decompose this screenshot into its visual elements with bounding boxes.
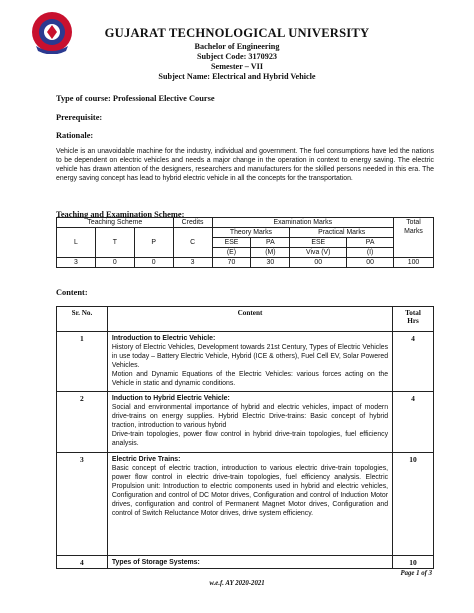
type-of-course: Type of course: Professional Elective Course [56, 94, 215, 103]
table-row [57, 392, 434, 453]
unit-title: Electric Drive Trains: [111, 456, 181, 463]
content-cell [107, 392, 392, 453]
university-name: GUJARAT TECHNOLOGICAL UNIVERSITY [104, 26, 370, 40]
total-hrs-header [393, 307, 434, 332]
e-header: (E) [212, 248, 251, 258]
rationale-label: Rationale: [56, 131, 94, 140]
unit-title: Types of Storage Systems: [111, 559, 200, 566]
content-cell [107, 453, 392, 556]
ese-header: ESE [212, 238, 251, 248]
viva-header: Viva (V) [290, 248, 347, 258]
hours: 4 [393, 332, 434, 392]
rationale-text: Vehicle is an unavoidable machine for the industry, individual and government. The fuel consumptions have led the nations to be dependent on electric vehicles and needs a major change in the operation in context to energy saving. The electric vehicle has drawn attention of the designers, researchers and manufacturers for the skilled persons needed in this era. The energy saving concept has lead to hybrid electric vehicle in all the concepts for the transportation. [56, 148, 434, 182]
hours: 10 [393, 556, 434, 569]
unit-text: Social and environmental importance of hybrid and electric vehicles, impact of modern drive-trains on energy supplies. Hybrid Electric Drive-trains: Basic concept of hybrid traction, introduction to various hybrid [111, 404, 389, 429]
l-value: 3 [57, 258, 96, 268]
c-value: 3 [173, 258, 212, 268]
marks-header: Marks [394, 228, 434, 258]
page-number: Page 1 of 3 [400, 570, 432, 577]
pa-i-value: 00 [347, 258, 394, 268]
exam-marks-header: Examination Marks [212, 218, 393, 228]
sr-no: 4 [57, 556, 108, 569]
p-value: 0 [134, 258, 173, 268]
sr-no: 2 [57, 392, 108, 453]
unit-title: Induction to Hybrid Electric Vehicle: [111, 395, 230, 402]
teaching-scheme-table [56, 217, 434, 268]
sr-no: 3 [57, 453, 108, 556]
total-value: 100 [394, 258, 434, 268]
subject-code: Subject Code: 3170923 [196, 52, 278, 61]
teaching-scheme-title: Teaching and Examination Scheme: [56, 210, 185, 219]
t-header: T [95, 228, 134, 258]
hours: 4 [393, 392, 434, 453]
semester: Semester – VII [211, 62, 263, 71]
i-header: (I) [347, 248, 394, 258]
sr-no-header: Sr. No. [57, 307, 108, 332]
pa-header: PA [251, 238, 290, 248]
viva-value: 00 [290, 258, 347, 268]
content-cell [107, 332, 392, 392]
pa-m-value: 30 [251, 258, 290, 268]
m-header: (M) [251, 248, 290, 258]
hrs-label: Hrs [407, 317, 419, 325]
t-value: 0 [95, 258, 134, 268]
teaching-scheme-header: Teaching Scheme [57, 218, 174, 228]
hours: 10 [393, 453, 434, 556]
total-label: Total [405, 309, 421, 317]
sr-no: 1 [57, 332, 108, 392]
table-row [57, 453, 434, 556]
total-header: Total [394, 218, 434, 228]
practical-marks-header: Practical Marks [290, 228, 394, 238]
p-header: P [134, 228, 173, 258]
content-header: Content [107, 307, 392, 332]
ese-viva-header: ESE [290, 238, 347, 248]
credits-header: Credits [173, 218, 212, 228]
c-header: C [173, 228, 212, 258]
content-title: Content: [56, 288, 88, 297]
unit-text-2: Motion and Dynamic Equations of the Electric Vehicles: various forces acting on the Vehicle in static and dynamic conditions. [111, 371, 389, 387]
l-header: L [57, 228, 96, 258]
prerequisite-label: Prerequisite: [56, 113, 103, 122]
subject-name: Subject Name: Electrical and Hybrid Vehicle [158, 72, 316, 81]
unit-text: History of Electric Vehicles, Development towards 21st Century, Types of Electric Vehicles in use today – Battery Electric Vehicle, Hybrid (ICE & others), Fuel Cell EV, Solar Powered Vehicles. [111, 344, 389, 369]
unit-text: Basic concept of electric traction, introduction to various electric drive-train topologies, power flow control in electric drive-train topologies, fuel efficiency analysis. Electric Propulsion unit: Introduction to electric components used in hybrid and electric vehicles, Configuration and control of DC Motor drives, Configuration and control of Induction Motor drives, configuration and control of Permanent Magnet Motor drives, Configuration and control of Switch Reluctance Motor drives, drive system efficiency. [111, 465, 389, 517]
degree: Bachelor of Engineering [194, 42, 280, 51]
pa-i-header: PA [347, 238, 394, 248]
table-row [57, 332, 434, 392]
scheme-values-row [57, 258, 434, 268]
table-row [57, 556, 434, 569]
wef-note: w.e.f. AY 2020-2021 [209, 580, 265, 587]
theory-marks-header: Theory Marks [212, 228, 290, 238]
unit-title: Introduction to Electric Vehicle: [111, 335, 216, 342]
unit-text-2: Drive-train topologies, power flow control in hybrid drive-train topologies, fuel efficiency analysis. [111, 431, 389, 447]
ese-value: 70 [212, 258, 251, 268]
content-cell [107, 556, 392, 569]
content-table [56, 306, 434, 569]
